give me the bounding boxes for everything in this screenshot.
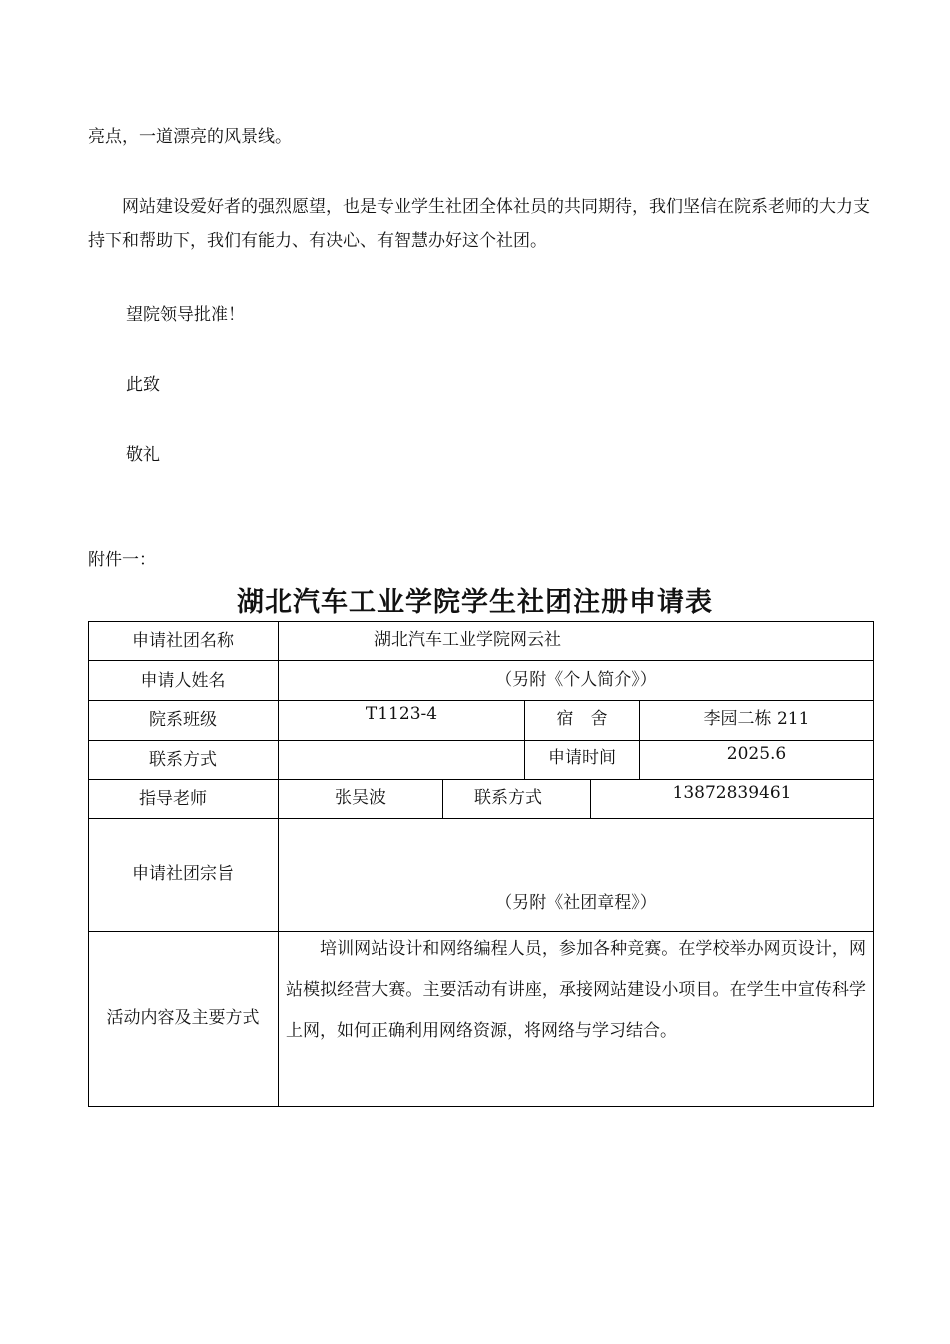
purpose-label: 申请社团宗旨 <box>132 864 234 884</box>
letter-line-1: 亮点，一道漂亮的风景线。 <box>88 127 292 147</box>
dept-label: 院系班级 <box>149 710 217 730</box>
dorm-label: 宿 舍 <box>556 709 608 729</box>
advisor-contact-value: 13872839461 <box>672 783 792 803</box>
applicant-label: 申请人姓名 <box>140 671 226 691</box>
table-line <box>873 621 874 1107</box>
purpose-value: （另附《社团章程》） <box>495 893 657 913</box>
apply-time-label: 申请时间 <box>548 748 616 768</box>
letter-closing-1: 此致 <box>126 375 160 395</box>
table-line <box>88 818 874 819</box>
club-name-value: 湖北汽车工业学院网云社 <box>374 630 561 650</box>
letter-request: 望院领导批准！ <box>126 305 245 325</box>
table-line <box>88 1106 874 1107</box>
letter-closing-2: 敬礼 <box>126 445 160 465</box>
applicant-value: （另附《个人简介》） <box>495 670 657 690</box>
table-line <box>88 740 874 741</box>
table-line <box>88 621 874 622</box>
table-line <box>88 779 874 780</box>
table-line <box>88 660 874 661</box>
table-line <box>88 700 874 701</box>
apply-time-value: 2025.6 <box>726 744 787 764</box>
advisor-value: 张吴波 <box>335 788 386 808</box>
table-line <box>278 621 279 1107</box>
activities-value: 培训网站设计和网络编程人员，参加各种竞赛。在学校举办网页设计，网站模拟经营大赛。主要活动有讲座，承接网站建设小项目。在学生中宣传科学上网，如何正确利用网络资源，将网络与学习结合。 <box>286 939 866 1041</box>
form-title: 湖北汽车工业学院学生社团注册申请表 <box>237 587 713 618</box>
club-name-label: 申请社团名称 <box>132 631 234 651</box>
advisor-contact-label: 联系方式 <box>474 788 542 808</box>
dorm-value: 李园二栋 211 <box>703 709 810 729</box>
registration-form-table <box>88 621 874 1107</box>
letter-paragraph-2: 网站建设爱好者的强烈愿望，也是专业学生社团全体社员的共同期待，我们坚信在院系老师的大力支持下和帮助下，我们有能力、有决心、有智慧办好这个社团。 <box>88 197 870 251</box>
attachment-label: 附件一： <box>88 550 156 570</box>
dept-value: T1123-4 <box>365 704 438 724</box>
activities-label: 活动内容及主要方式 <box>106 1008 260 1028</box>
advisor-label: 指导老师 <box>139 789 207 809</box>
contact-label: 联系方式 <box>149 750 217 770</box>
